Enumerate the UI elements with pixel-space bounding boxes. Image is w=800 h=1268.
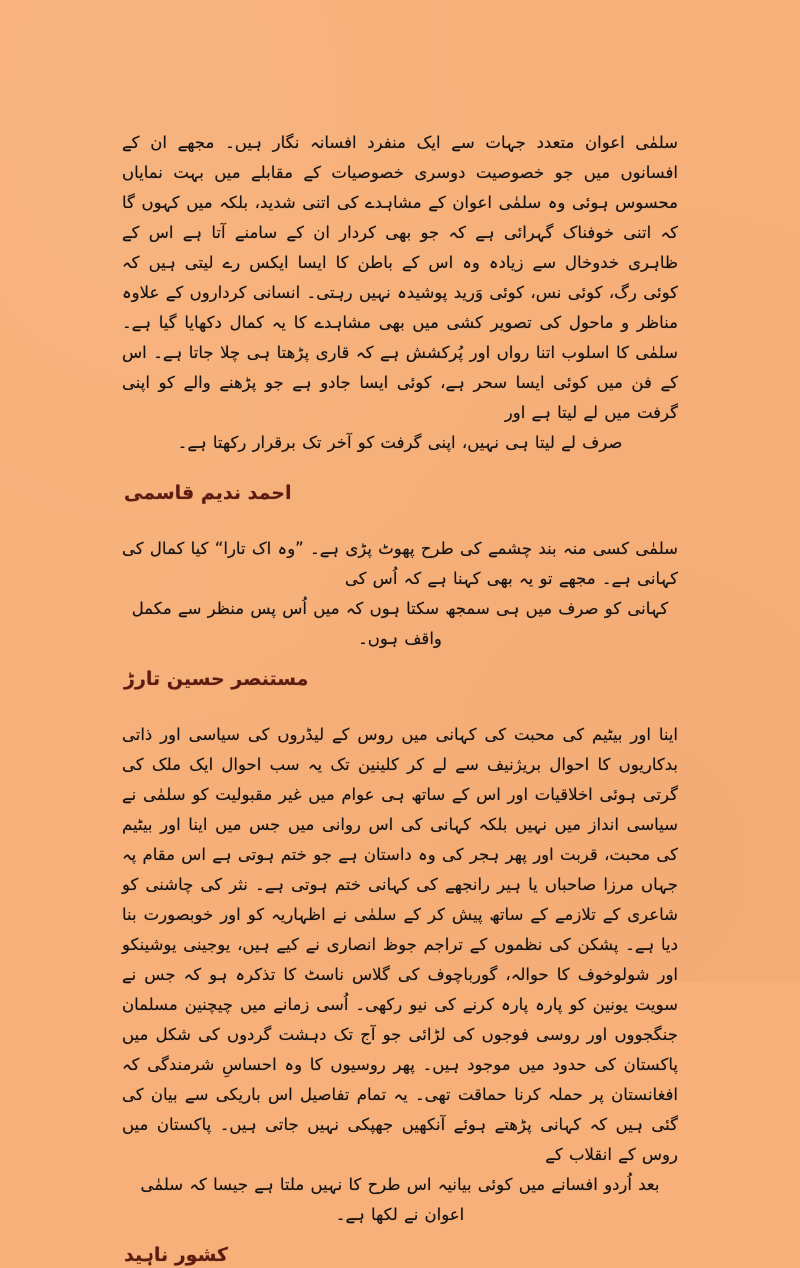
blurb-paragraph-3: اینا اور بیٹیم کی محبت کی کہانی میں روس کے لیڈروں کی سیاسی اور ذاتی بدکاریوں کا احوال بریژنیف سے لے کر کلینین تک یہ سب احوال ایک ملک کی گرتی ہوئی اخلاقیات اور اس کے ساتھ ہی عوام میں غیر مقبولیت کو سلمٰی نے سیاسی انداز میں نہیں بلکہ کہانی کی اس روانی میں جس میں اینا اور بیٹیم کی محبت، قربت اور پھر ہجر کی وہ داستان ہے جو ختم ہوتی ہے اس مقام پہ جہاں مرزا صاحباں یا ہیر رانجھے کی کہانی ختم ہوتی ہے۔ نثر کی چاشنی کو شاعری کے تلازمے کے ساتھ پیش کر کے سلمٰی نے اظہاریہ کو اور خوبصورت بنا دیا ہے۔ پشکن کی نظموں کے تراجم جوظ انصاری نے کیے ہیں، یوجینی یوشینکو اور شولوخوف کا حوالہ، گورباچوف کی گلاس ناسٹ کا تذکرہ ہو کہ جس نے سویت یونین کو پارہ پارہ کرنے کی نیو رکھی۔ اُسی زمانے میں چیچنین مسلمان جنگجووں اور روسی فوجوں کی لڑائی جو آج تک دہشت گردوں کی شکل میں پاکستان کی حدود میں موجود ہیں۔ پھر روسیوں کا وہ احساسِ شرمندگی کہ افغانستان پر حملہ کرنا حماقت تھی۔ یہ تمام تفاصیل اس باریکی سے بیان کی گئی ہیں کہ کہانی پڑھتے ہوئے آنکھیں جھپکی نہیں جاتی ہیں۔ پاکستان میں روس کے انقلاب کے	[122, 725, 678, 1164]
blurb-paragraph-1-tail: صرف لے لیتا ہی نہیں، اپنی گرفت کو آخر تک برقرار رکھتا ہے۔	[177, 433, 623, 452]
blurb-paragraph-2: سلمٰی کسی منہ بند چشمے کی طرح پھوٹ پڑی ہے۔ ”وہ اک تارا“ کیا کمال کی کہانی ہے۔ مجھے تو یہ بھی کہنا ہے کہ اُس کی	[122, 539, 678, 588]
spacer-after-signature-2	[122, 692, 678, 720]
spacer-after-signature-1	[122, 506, 678, 534]
signature-mustansar-hussain-tarar: مستنصر حسین تارڑ	[124, 668, 309, 690]
signature-row-3	[122, 1242, 678, 1268]
spacer-before-signature-2	[122, 654, 678, 666]
signature-kishwar-naheed: کشور ناہید	[124, 1244, 228, 1266]
signature-row-1	[122, 480, 678, 506]
signature-row-2	[122, 666, 678, 692]
blurb-paragraph-2-tail: کہانی کو صرف میں ہی سمجھ سکتا ہوں کہ میں اُس پس منظر سے مکمل واقف ہوں۔	[131, 599, 669, 648]
signature-ahmad-nadeem-qasmi: احمد ندیم قاسمی	[124, 482, 292, 504]
blurb-paragraph-1: سلمٰی اعوان متعدد جہات سے ایک منفرد افسانہ نگار ہیں۔ مجھے ان کے افسانوں میں جو خصوصیت دوسری خصوصیات کے مقابلے میں بہت نمایاں محسوس ہوئی وہ سلمٰی اعوان کے مشاہدے کی اتنی شدید، بلکہ میں کہوں گا کہ اتنی خوفناک گہرائی ہے کہ جو بھی کردار ان کے سامنے آتا ہے اس کے ظاہری خدوخال سے زیادہ وہ اس کے باطن کا ایسا ایکس رے لیتی ہیں کہ کوئی رگ، کوئی نس، کوئی وَرید پوشیدہ نہیں رہتی۔ انسانی کرداروں کے علاوہ مناظر و ماحول کی تصویر کشی میں بھی مشاہدے کا یہ کمال دکھایا گیا ہے۔ سلمٰی کا اسلوب اتنا رواں اور پُرکشش ہے کہ قاری پڑھتا ہی چلا جاتا ہے۔ اس کے فن میں کوئی ایسا سحر ہے، کوئی ایسا جادو ہے جو پڑھنے والے کو اپنی گرفت میں لے لیتا ہے اور	[122, 133, 678, 422]
spacer-before-signature-1	[122, 458, 678, 480]
spacer-before-signature-3	[122, 1230, 678, 1242]
blurb-paragraph-3-tail: بعد اُردو افسانے میں کوئی بیانیہ اس طرح کا نہیں ملتا ہے جیسا کہ سلمٰی اعوان نے لکھا ہے۔	[140, 1175, 660, 1224]
page-content	[122, 128, 678, 1268]
